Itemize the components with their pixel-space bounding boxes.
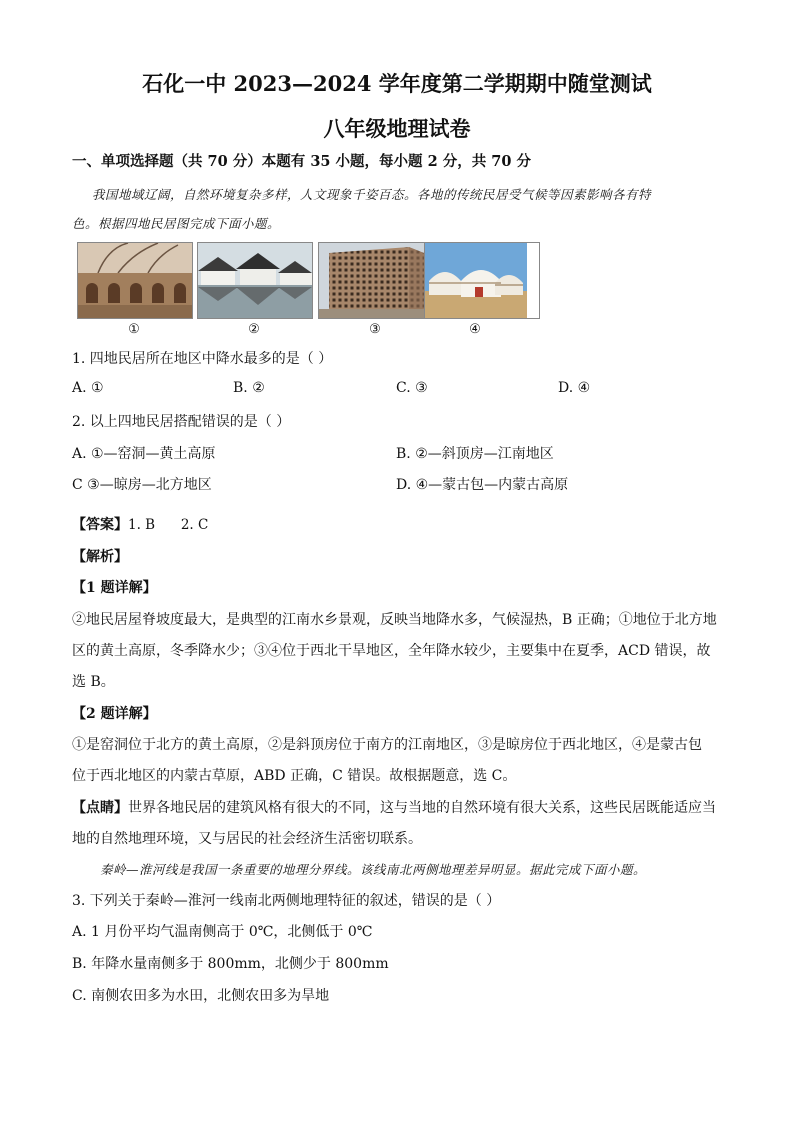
q1-analysis-label: 【1 题详解】 (72, 580, 157, 596)
photo-caption-1: ① (128, 322, 140, 337)
yurt-photo (424, 242, 540, 319)
question-2-stem: 2. 以上四地民居搭配错误的是（ ） (72, 414, 291, 430)
q1-option-a: A. ① (72, 380, 104, 396)
intro-line-2: 色。根据四地民居图完成下面小题。 (72, 216, 281, 231)
intro2-line-1: 秦岭—淮河线是我国一条重要的地理分界线。该线南北两侧地理差异明显。据此完成下面小题。 (100, 862, 647, 877)
airing-house-photo (318, 242, 434, 319)
q1-option-b: B. ② (233, 380, 265, 396)
photo-caption-3: ③ (369, 322, 381, 337)
section-heading: 一、单项选择题（共 70 分）本题有 35 小题，每小题 2 分，共 70 分 (72, 153, 532, 170)
q2-analysis-line-2: 位于西北地区的内蒙古草原，ABD 正确，C 错误。故根据题意，选 C。 (72, 768, 517, 784)
comment-line-1 (72, 797, 716, 817)
answer-text: 1. B 2. C (128, 517, 209, 533)
comment-label: 【点睛】 (72, 800, 128, 816)
q1-analysis-line-3: 选 B。 (72, 674, 115, 690)
q2-option-a: A. ①—窑洞—黄土高原 (72, 446, 216, 462)
question-3-stem: 3. 下列关于秦岭—淮河一线南北两侧地理特征的叙述，错误的是（ ） (72, 893, 501, 909)
q2-option-d: D. ④—蒙古包—内蒙古高原 (396, 477, 569, 493)
photo-caption-4: ④ (469, 322, 481, 337)
intro-line-1: 我国地域辽阔，自然环境复杂多样，人文现象千姿百态。各地的传统民居受气候等因素影响各有特 (92, 187, 652, 202)
q1-option-c: C. ③ (396, 380, 428, 396)
comment-text-1: 世界各地民居的建筑风格有很大的不同，这与当地的自然环境有很大关系，这些民居既能适应当 (128, 800, 716, 816)
answer-line (72, 514, 208, 534)
water-town-photo (197, 242, 313, 319)
question-1-stem: 1. 四地民居所在地区中降水最多的是（ ） (72, 351, 333, 367)
q2-analysis-line-1: ①是窑洞位于北方的黄土高原，②是斜顶房位于南方的江南地区，③是晾房位于西北地区，④是蒙古包 (72, 737, 702, 753)
exam-title: 石化一中 2023—2024 学年度第二学期期中随堂测试 (142, 71, 652, 96)
q1-option-d: D. ④ (558, 380, 591, 396)
q3-option-c: C. 南侧农田多为水田，北侧农田多为旱地 (72, 988, 330, 1004)
q1-analysis-line-2: 区的黄土高原，冬季降水少；③④位于西北干旱地区，全年降水较少，主要集中在夏季，ACD 错误，故 (72, 643, 711, 659)
analysis-label: 【解析】 (72, 549, 128, 565)
exam-subtitle: 八年级地理试卷 (323, 116, 471, 141)
q3-option-b: B. 年降水量南侧多于 800mm，北侧少于 800mm (72, 956, 389, 972)
photo-caption-2: ② (248, 322, 260, 337)
comment-line-2: 地的自然地理环境，又与居民的社会经济生活密切联系。 (72, 831, 422, 847)
q3-option-a: A. 1 月份平均气温南侧高于 0℃，北侧低于 0℃ (72, 924, 373, 940)
answer-label: 【答案】 (72, 517, 128, 533)
q2-analysis-label: 【2 题详解】 (72, 706, 157, 722)
cave-dwelling-photo (77, 242, 193, 319)
q2-option-b: B. ②—斜顶房—江南地区 (396, 446, 554, 462)
q2-option-c: C ③—晾房—北方地区 (72, 477, 212, 493)
q1-analysis-line-1: ②地民居屋脊坡度最大，是典型的江南水乡景观，反映当地降水多，气候湿热，B 正确；①地位于北方地 (72, 612, 717, 628)
